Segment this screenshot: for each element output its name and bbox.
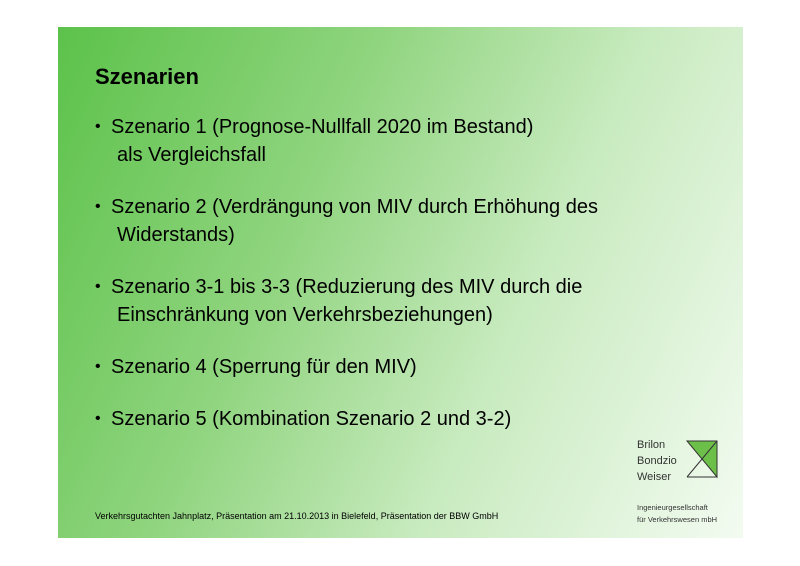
- bullet-item-4: [95, 353, 735, 381]
- bullet-list: [95, 113, 735, 457]
- bullet-text: Szenario 4 (Sperrung für den MIV): [111, 356, 417, 378]
- logo-name-bondzio: Bondzio: [637, 455, 677, 467]
- bullet-text: Szenario 1 (Prognose-Nullfall 2020 im Bestand): [111, 116, 534, 138]
- logo-name-brilon: Brilon: [637, 439, 666, 451]
- slide: [58, 27, 743, 538]
- bullet-item-2: [95, 193, 735, 249]
- bullet-item-3: [95, 273, 735, 329]
- bullet-item-1: [95, 113, 735, 169]
- company-logo-names: [637, 437, 677, 485]
- bullet-text: Szenario 5 (Kombination Szenario 2 und 3-2): [111, 408, 512, 430]
- bullet-dot: •: [95, 118, 101, 135]
- bullet-continuation: Widerstands): [117, 224, 235, 246]
- company-name: [637, 502, 717, 526]
- logo-name-weiser: Weiser: [637, 471, 672, 483]
- bullet-text: Szenario 2 (Verdrängung von MIV durch Erhöhung des: [111, 196, 598, 218]
- company-logo-icon: [685, 439, 719, 479]
- bullet-item-5: [95, 405, 735, 433]
- bullet-continuation: Einschränkung von Verkehrsbeziehungen): [117, 304, 493, 326]
- slide-title: Szenarien: [95, 64, 199, 89]
- bullet-dot: •: [95, 410, 101, 427]
- company-line-1: Ingenieurgesellschaft: [637, 503, 708, 512]
- slide-footer: Verkehrsgutachten Jahnplatz, Präsentation am 21.10.2013 in Bielefeld, Präsentation der BBW GmbH: [95, 511, 499, 521]
- bullet-dot: •: [95, 198, 101, 215]
- bullet-text: Szenario 3-1 bis 3-3 (Reduzierung des MIV durch die: [111, 276, 583, 298]
- bullet-continuation: als Vergleichsfall: [117, 144, 266, 166]
- bullet-dot: •: [95, 278, 101, 295]
- company-line-2: für Verkehrswesen mbH: [637, 515, 718, 524]
- bullet-dot: •: [95, 358, 101, 375]
